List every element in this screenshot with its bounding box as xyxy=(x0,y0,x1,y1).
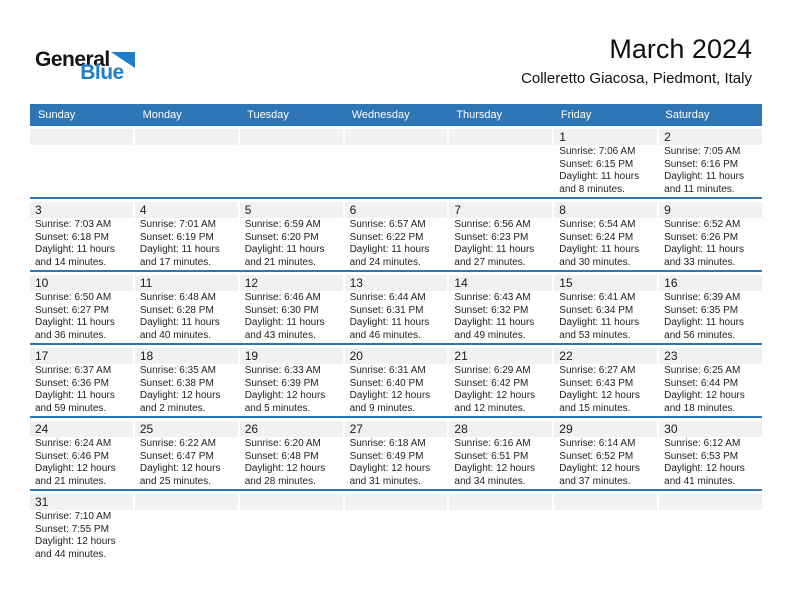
day-cell xyxy=(345,421,448,489)
day-info xyxy=(449,291,552,342)
daylight-text: Daylight: 11 hours and 43 minutes. xyxy=(244,317,325,341)
page-title: March 2024 xyxy=(609,34,752,64)
day-number-band xyxy=(449,494,552,510)
day-cell xyxy=(449,129,552,197)
day-number: 12 xyxy=(244,276,259,290)
week-row xyxy=(30,126,762,199)
day-number: 29 xyxy=(559,422,573,436)
day-cell xyxy=(30,348,133,416)
day-cell xyxy=(240,129,343,197)
daylight-text: Daylight: 11 hours and 56 minutes. xyxy=(664,317,744,341)
day-number-band xyxy=(135,421,238,437)
day-info xyxy=(240,218,343,269)
day-number: 18 xyxy=(139,349,154,363)
sunset-text: Sunset: 6:42 PM xyxy=(454,377,529,389)
logo-text-general: General xyxy=(35,48,110,71)
day-info xyxy=(345,218,448,269)
day-number: 23 xyxy=(664,349,678,363)
day-number-band xyxy=(135,494,238,510)
day-number: 22 xyxy=(559,349,573,363)
day-info xyxy=(554,510,657,511)
day-info xyxy=(135,218,238,269)
sunset-text: Sunset: 6:31 PM xyxy=(349,304,424,316)
sunrise-text: Sunrise: 6:29 AM xyxy=(454,365,531,376)
sunset-text: Sunset: 6:22 PM xyxy=(349,231,424,243)
daylight-text: Daylight: 11 hours and 40 minutes. xyxy=(139,317,220,341)
day-number-band xyxy=(240,202,343,218)
day-cell xyxy=(449,421,552,489)
sunset-text: Sunset: 6:39 PM xyxy=(244,377,319,389)
day-number-band xyxy=(240,421,343,437)
day-info xyxy=(449,510,552,511)
day-number-band xyxy=(135,202,238,218)
day-cell xyxy=(135,348,238,416)
sunrise-text: Sunrise: 6:27 AM xyxy=(559,365,636,376)
sunrise-text: Sunrise: 7:06 AM xyxy=(559,146,636,157)
day-number-band xyxy=(240,275,343,291)
daylight-text: Daylight: 12 hours and 37 minutes. xyxy=(559,463,640,487)
sunrise-text: Sunrise: 6:12 AM xyxy=(664,438,741,449)
day-cell xyxy=(135,421,238,489)
sunset-text: Sunset: 6:28 PM xyxy=(139,304,214,316)
daylight-text: Daylight: 11 hours and 8 minutes. xyxy=(559,171,640,195)
day-number: 14 xyxy=(454,276,468,290)
day-info xyxy=(345,437,448,488)
day-cell xyxy=(659,275,762,343)
sunrise-text: Sunrise: 6:57 AM xyxy=(349,219,426,230)
day-info xyxy=(659,291,762,342)
sunrise-text: Sunrise: 6:14 AM xyxy=(559,438,636,449)
day-number-band xyxy=(554,494,657,510)
daylight-text: Daylight: 11 hours and 46 minutes. xyxy=(349,317,430,341)
title-block xyxy=(521,34,752,87)
sunset-text: Sunset: 6:15 PM xyxy=(559,158,634,170)
daylight-text: Daylight: 12 hours and 41 minutes. xyxy=(664,463,745,487)
day-cell xyxy=(30,202,133,270)
daylight-text: Daylight: 12 hours and 2 minutes. xyxy=(139,390,221,414)
day-number-band xyxy=(240,348,343,364)
sunrise-text: Sunrise: 6:18 AM xyxy=(349,438,426,449)
sunset-text: Sunset: 6:51 PM xyxy=(454,450,529,462)
sunrise-text: Sunrise: 6:16 AM xyxy=(454,438,531,449)
day-cell xyxy=(135,275,238,343)
daylight-text: Daylight: 12 hours and 31 minutes. xyxy=(349,463,431,487)
weekday-saturday: Saturday xyxy=(665,109,710,121)
sunrise-text: Sunrise: 6:22 AM xyxy=(139,438,216,449)
day-number-band xyxy=(554,129,657,145)
daylight-text: Daylight: 12 hours and 18 minutes. xyxy=(664,390,745,414)
day-number-band xyxy=(449,275,552,291)
sunrise-text: Sunrise: 6:33 AM xyxy=(244,365,321,376)
day-cell xyxy=(135,494,238,564)
day-number: 30 xyxy=(664,422,678,436)
sunset-text: Sunset: 6:19 PM xyxy=(139,231,214,243)
weekday-sunday: Sunday xyxy=(38,109,76,121)
day-number: 10 xyxy=(35,276,49,290)
day-info xyxy=(30,291,133,342)
daylight-text: Daylight: 12 hours and 28 minutes. xyxy=(244,463,326,487)
day-info xyxy=(30,218,133,269)
daylight-text: Daylight: 12 hours and 25 minutes. xyxy=(139,463,221,487)
day-cell xyxy=(554,421,657,489)
day-cell xyxy=(449,202,552,270)
sunset-text: Sunset: 6:23 PM xyxy=(454,231,529,243)
day-info xyxy=(554,218,657,269)
sunset-text: Sunset: 7:55 PM xyxy=(35,523,109,535)
day-number: 31 xyxy=(35,495,49,509)
sunset-text: Sunset: 6:47 PM xyxy=(139,450,214,462)
day-number: 9 xyxy=(664,203,671,217)
day-cell xyxy=(345,275,448,343)
sunrise-text: Sunrise: 6:31 AM xyxy=(349,365,426,376)
day-cell xyxy=(659,202,762,270)
day-cell xyxy=(554,202,657,270)
page-subtitle: Colleretto Giacosa, Piedmont, Italy xyxy=(521,70,752,87)
day-cell xyxy=(345,202,448,270)
sunrise-text: Sunrise: 6:25 AM xyxy=(664,365,741,376)
day-info xyxy=(240,145,343,146)
daylight-text: Daylight: 11 hours and 14 minutes. xyxy=(35,244,115,268)
sunset-text: Sunset: 6:48 PM xyxy=(244,450,319,462)
day-info xyxy=(345,510,448,511)
day-info xyxy=(240,291,343,342)
weekday-tuesday: Tuesday xyxy=(247,109,289,121)
day-number-band xyxy=(240,494,343,510)
day-cell xyxy=(135,129,238,197)
sunrise-text: Sunrise: 6:35 AM xyxy=(139,365,216,376)
sunrise-text: Sunrise: 6:43 AM xyxy=(454,292,531,303)
day-number-band xyxy=(30,421,133,437)
day-cell xyxy=(345,494,448,564)
daylight-text: Daylight: 12 hours and 15 minutes. xyxy=(559,390,640,414)
sunrise-text: Sunrise: 6:20 AM xyxy=(244,438,321,449)
calendar-grid xyxy=(30,104,762,564)
day-number: 28 xyxy=(454,422,468,436)
sunrise-text: Sunrise: 6:37 AM xyxy=(35,365,112,376)
sunset-text: Sunset: 6:40 PM xyxy=(349,377,424,389)
day-cell xyxy=(449,494,552,564)
day-number-band xyxy=(30,494,133,510)
sunset-text: Sunset: 6:18 PM xyxy=(35,231,109,243)
daylight-text: Daylight: 11 hours and 49 minutes. xyxy=(454,317,535,341)
day-cell xyxy=(554,129,657,197)
day-cell xyxy=(659,494,762,564)
sunset-text: Sunset: 6:49 PM xyxy=(349,450,424,462)
sunset-text: Sunset: 6:46 PM xyxy=(35,450,109,462)
day-number: 6 xyxy=(349,203,357,217)
day-cell xyxy=(240,421,343,489)
day-number-band xyxy=(659,202,762,218)
day-number: 25 xyxy=(139,422,154,436)
sunrise-text: Sunrise: 6:41 AM xyxy=(559,292,636,303)
sunset-text: Sunset: 6:36 PM xyxy=(35,377,109,389)
week-row xyxy=(30,418,762,491)
daylight-text: Daylight: 11 hours and 36 minutes. xyxy=(35,317,115,341)
daylight-text: Daylight: 11 hours and 33 minutes. xyxy=(664,244,744,268)
sunrise-text: Sunrise: 7:01 AM xyxy=(139,219,216,230)
day-cell xyxy=(240,494,343,564)
day-number-band xyxy=(240,129,343,145)
day-cell xyxy=(659,421,762,489)
day-info xyxy=(240,364,343,415)
day-number: 27 xyxy=(349,422,363,436)
sunrise-text: Sunrise: 6:59 AM xyxy=(244,219,321,230)
day-cell xyxy=(659,348,762,416)
sunrise-text: Sunrise: 7:03 AM xyxy=(35,219,112,230)
day-info xyxy=(659,510,762,511)
day-number-band xyxy=(449,421,552,437)
day-info xyxy=(659,437,762,488)
day-number-band xyxy=(30,202,133,218)
day-number-band xyxy=(659,129,762,145)
sunrise-text: Sunrise: 6:46 AM xyxy=(244,292,321,303)
sunrise-text: Sunrise: 7:10 AM xyxy=(35,511,112,522)
day-number: 20 xyxy=(349,349,363,363)
day-cell xyxy=(240,202,343,270)
sunrise-text: Sunrise: 6:52 AM xyxy=(664,219,741,230)
day-info xyxy=(554,145,657,196)
daylight-text: Daylight: 11 hours and 11 minutes. xyxy=(664,171,744,195)
sunrise-text: Sunrise: 6:48 AM xyxy=(139,292,216,303)
sunrise-text: Sunrise: 6:50 AM xyxy=(35,292,112,303)
day-number: 8 xyxy=(559,203,566,217)
day-number-band xyxy=(30,348,133,364)
day-number: 21 xyxy=(454,349,468,363)
day-number-band xyxy=(659,494,762,510)
day-info xyxy=(135,291,238,342)
day-number: 17 xyxy=(35,349,49,363)
day-number-band xyxy=(659,348,762,364)
day-cell xyxy=(449,275,552,343)
daylight-text: Daylight: 12 hours and 21 minutes. xyxy=(35,463,116,487)
sunrise-text: Sunrise: 6:54 AM xyxy=(559,219,636,230)
sunset-text: Sunset: 6:53 PM xyxy=(664,450,739,462)
day-info xyxy=(449,145,552,146)
day-info xyxy=(345,291,448,342)
daylight-text: Daylight: 11 hours and 24 minutes. xyxy=(349,244,430,268)
day-number: 15 xyxy=(559,276,573,290)
day-number: 2 xyxy=(664,130,671,144)
daylight-text: Daylight: 11 hours and 17 minutes. xyxy=(139,244,220,268)
day-cell xyxy=(449,348,552,416)
day-number: 7 xyxy=(454,203,462,217)
day-number: 19 xyxy=(244,349,259,363)
day-cell xyxy=(554,348,657,416)
day-info xyxy=(135,364,238,415)
sunset-text: Sunset: 6:27 PM xyxy=(35,304,109,316)
day-number-band xyxy=(135,129,238,145)
day-number-band xyxy=(345,129,448,145)
sunset-text: Sunset: 6:26 PM xyxy=(664,231,739,243)
day-cell xyxy=(659,129,762,197)
sunset-text: Sunset: 6:44 PM xyxy=(664,377,739,389)
logo-text-blue: Blue xyxy=(80,61,124,84)
day-cell xyxy=(30,421,133,489)
day-info xyxy=(659,364,762,415)
weekday-friday: Friday xyxy=(560,109,592,121)
daylight-text: Daylight: 11 hours and 27 minutes. xyxy=(454,244,535,268)
day-cell xyxy=(135,202,238,270)
day-number-band xyxy=(554,202,657,218)
day-info xyxy=(30,437,133,488)
day-cell xyxy=(345,129,448,197)
daylight-text: Daylight: 11 hours and 30 minutes. xyxy=(559,244,640,268)
day-cell xyxy=(554,275,657,343)
day-number-band xyxy=(30,129,133,145)
day-number: 3 xyxy=(35,203,42,217)
sunset-text: Sunset: 6:34 PM xyxy=(559,304,634,316)
weekday-monday: Monday xyxy=(142,109,182,121)
general-blue-logo xyxy=(35,50,135,83)
day-number-band xyxy=(449,202,552,218)
day-cell xyxy=(554,494,657,564)
weeks-container xyxy=(30,126,762,564)
day-number: 1 xyxy=(559,130,566,144)
day-number-band xyxy=(135,348,238,364)
day-number-band xyxy=(135,275,238,291)
day-info xyxy=(135,510,238,511)
day-info xyxy=(30,364,133,415)
day-number: 26 xyxy=(244,422,259,436)
day-cell xyxy=(240,348,343,416)
day-info xyxy=(449,437,552,488)
sunrise-text: Sunrise: 6:56 AM xyxy=(454,219,531,230)
sunset-text: Sunset: 6:24 PM xyxy=(559,231,634,243)
day-cell xyxy=(30,275,133,343)
sunrise-text: Sunrise: 7:05 AM xyxy=(664,146,741,157)
day-number: 24 xyxy=(35,422,49,436)
sunrise-text: Sunrise: 6:44 AM xyxy=(349,292,426,303)
weekday-wednesday: Wednesday xyxy=(351,109,410,121)
day-info xyxy=(240,437,343,488)
daylight-text: Daylight: 11 hours and 53 minutes. xyxy=(559,317,640,341)
day-number-band xyxy=(659,275,762,291)
daylight-text: Daylight: 11 hours and 59 minutes. xyxy=(35,390,115,414)
sunset-text: Sunset: 6:20 PM xyxy=(244,231,319,243)
day-cell xyxy=(345,348,448,416)
week-row xyxy=(30,272,762,345)
day-number-band xyxy=(449,348,552,364)
day-info xyxy=(449,364,552,415)
sunset-text: Sunset: 6:43 PM xyxy=(559,377,634,389)
day-info xyxy=(449,218,552,269)
daylight-text: Daylight: 12 hours and 44 minutes. xyxy=(35,536,116,560)
day-cell xyxy=(30,129,133,197)
day-number: 16 xyxy=(664,276,678,290)
day-info xyxy=(554,364,657,415)
sunset-text: Sunset: 6:16 PM xyxy=(664,158,739,170)
day-cell xyxy=(30,494,133,564)
day-info xyxy=(659,145,762,196)
day-info xyxy=(554,437,657,488)
daylight-text: Daylight: 12 hours and 12 minutes. xyxy=(454,390,536,414)
day-info xyxy=(554,291,657,342)
day-number-band xyxy=(554,421,657,437)
day-cell xyxy=(240,275,343,343)
day-info xyxy=(30,510,133,561)
day-number: 5 xyxy=(244,203,252,217)
sunset-text: Sunset: 6:38 PM xyxy=(139,377,214,389)
day-info xyxy=(345,364,448,415)
weekday-header-row xyxy=(30,104,762,126)
sunset-text: Sunset: 6:32 PM xyxy=(454,304,529,316)
week-row xyxy=(30,199,762,272)
daylight-text: Daylight: 12 hours and 34 minutes. xyxy=(454,463,536,487)
day-number-band xyxy=(659,421,762,437)
day-number: 13 xyxy=(349,276,363,290)
week-row xyxy=(30,491,762,564)
day-number: 4 xyxy=(139,203,147,217)
day-info xyxy=(30,145,133,146)
day-info xyxy=(135,437,238,488)
day-number-band xyxy=(345,494,448,510)
week-row xyxy=(30,345,762,418)
day-info xyxy=(240,510,343,511)
day-number-band xyxy=(345,275,448,291)
day-number-band xyxy=(345,421,448,437)
weekday-thursday: Thursday xyxy=(456,109,503,121)
sunrise-text: Sunrise: 6:39 AM xyxy=(664,292,741,303)
day-number-band xyxy=(30,275,133,291)
day-number-band xyxy=(345,348,448,364)
sunrise-text: Sunrise: 6:24 AM xyxy=(35,438,112,449)
day-number-band xyxy=(449,129,552,145)
sunset-text: Sunset: 6:52 PM xyxy=(559,450,634,462)
daylight-text: Daylight: 11 hours and 21 minutes. xyxy=(244,244,325,268)
day-number-band xyxy=(345,202,448,218)
daylight-text: Daylight: 12 hours and 5 minutes. xyxy=(244,390,326,414)
sunset-text: Sunset: 6:35 PM xyxy=(664,304,739,316)
day-info xyxy=(135,145,238,146)
day-info xyxy=(345,145,448,146)
day-number-band xyxy=(554,348,657,364)
daylight-text: Daylight: 12 hours and 9 minutes. xyxy=(349,390,431,414)
sunset-text: Sunset: 6:30 PM xyxy=(244,304,319,316)
day-info xyxy=(659,218,762,269)
day-number-band xyxy=(554,275,657,291)
day-number: 11 xyxy=(139,276,153,290)
